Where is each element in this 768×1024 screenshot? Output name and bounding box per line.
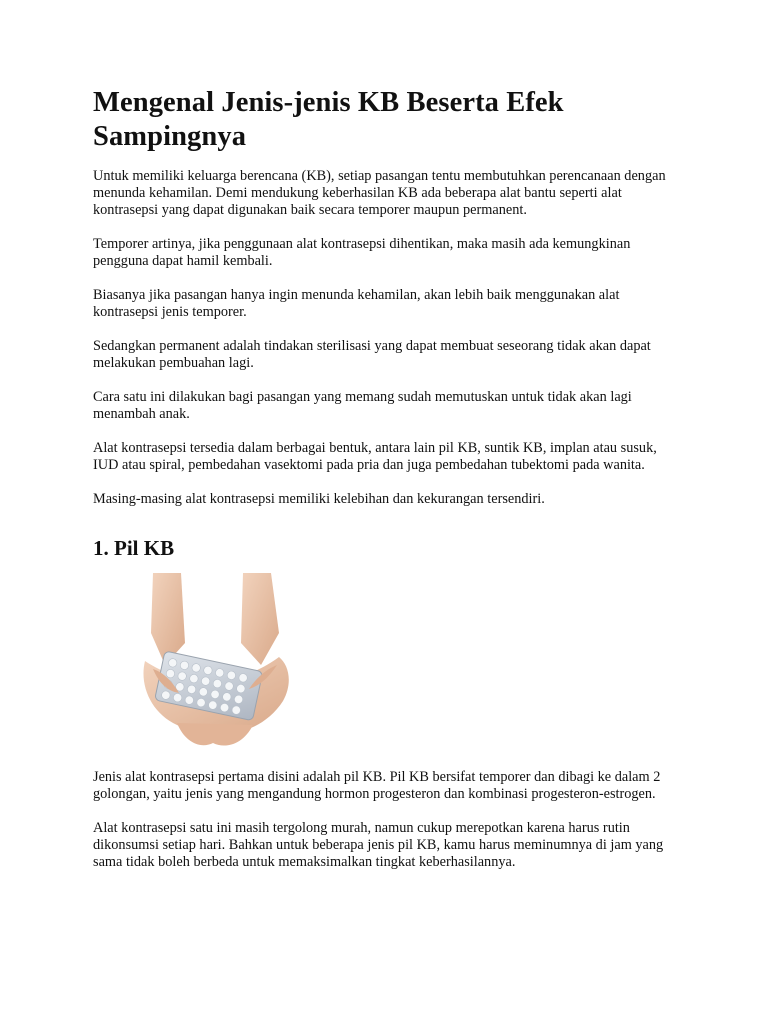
hands-holding-pill-pack-icon	[93, 573, 343, 751]
intro-paragraph-3: Biasanya jika pasangan hanya ingin menunda kehamilan, akan lebih baik menggunakan alat kontrasepsi jenis temporer.	[93, 287, 620, 321]
article	[93, 86, 685, 888]
intro-paragraph-7: Masing-masing alat kontrasepsi memiliki kelebihan dan kekurangan tersendiri.	[93, 490, 545, 507]
intro-paragraph-1: Untuk memiliki keluarga berencana (KB), setiap pasangan tentu membutuhkan perencanaan dengan menunda kehamilan. Demi mendukung keberhasilan KB ada beberapa alat bantu seperti alat kontrasepsi yang dapat digunakan baik secara temporer maupun permanent.	[93, 168, 666, 219]
pil-kb-paragraph-1: Jenis alat kontrasepsi pertama disini adalah pil KB. Pil KB bersifat temporer dan dibagi ke dalam 2 golongan, yaitu jenis yang mengandung hormon progesteron dan kombinasi progesteron-estrogen.	[93, 768, 661, 803]
section-heading-pil-kb: 1. Pil KB	[93, 535, 175, 560]
intro-paragraph-4: Sedangkan permanent adalah tindakan sterilisasi yang dapat membuat seseorang tidak akan dapat melakukan pembuahan lagi.	[93, 337, 651, 372]
article-title: Mengenal Jenis-jenis KB Beserta Efek Sampingnya	[93, 87, 564, 152]
pill-pack-photo	[93, 573, 343, 751]
intro-paragraph-2: Temporer artinya, jika penggunaan alat kontrasepsi dihentikan, maka masih ada kemungkinan pengguna dapat hamil kembali.	[93, 236, 631, 270]
intro-paragraph-5: Cara satu ini dilakukan bagi pasangan yang memang sudah memutuskan untuk tidak akan lagi menambah anak.	[93, 388, 632, 423]
intro-paragraph-6: Alat kontrasepsi tersedia dalam berbagai bentuk, antara lain pil KB, suntik KB, implan atau susuk, IUD atau spiral, pembedahan vasektomi pada pria dan juga pembedahan tubektomi pada wanita.	[93, 439, 657, 473]
pil-kb-paragraph-2: Alat kontrasepsi satu ini masih tergolong murah, namun cukup merepotkan karena harus rutin dikonsumsi setiap hari. Bahkan untuk beberapa jenis pil KB, kamu harus meminumnya di jam yang sama tidak boleh berbeda untuk memaksimalkan tingkat keberhasilannya.	[93, 819, 664, 871]
